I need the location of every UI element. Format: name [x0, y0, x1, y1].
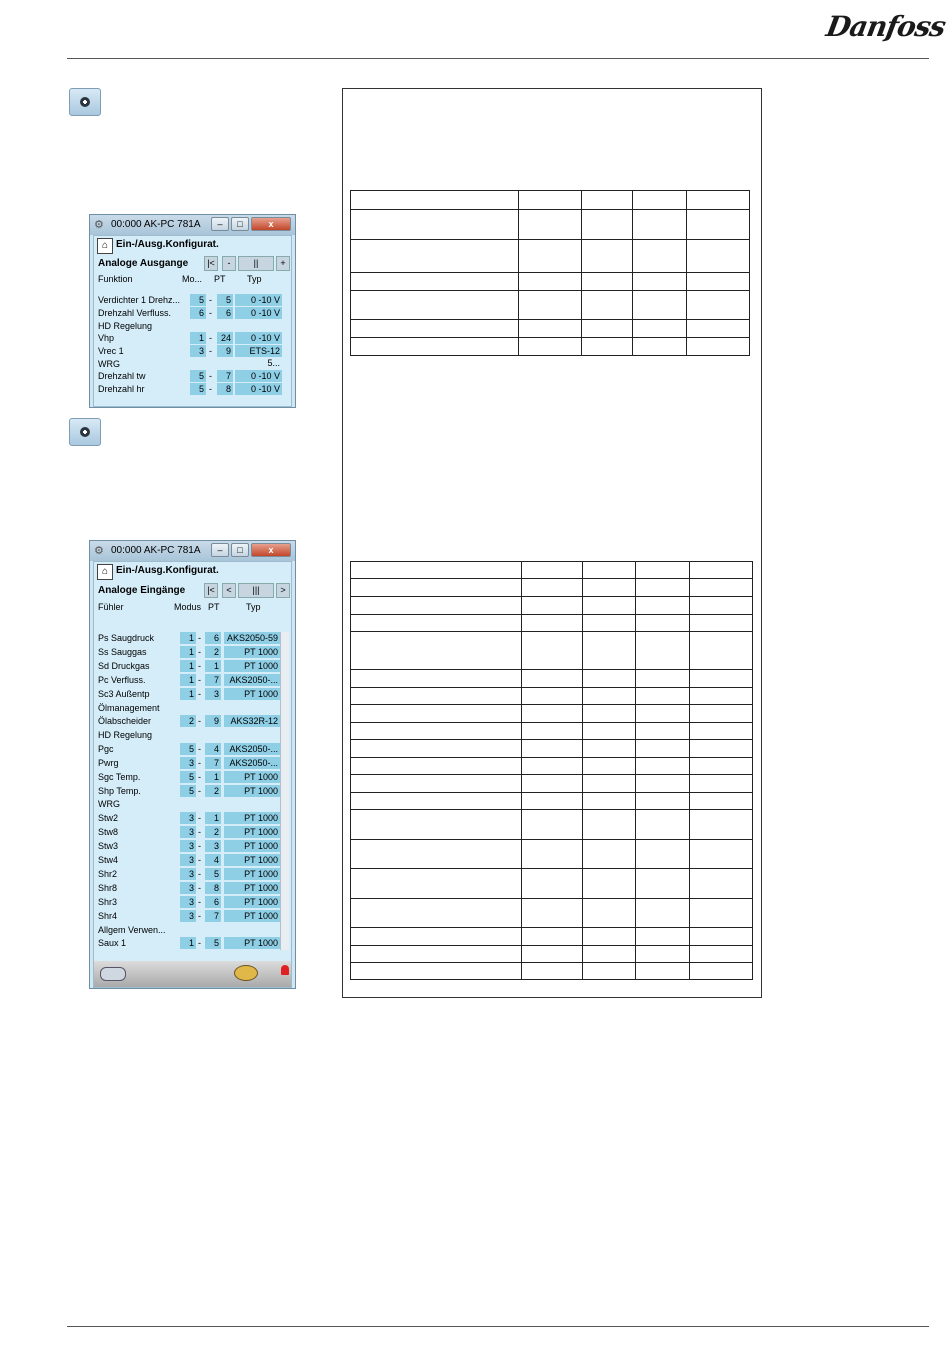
list-item[interactable]: Saux 1 1 - 5 PT 1000	[98, 938, 278, 948]
list-item[interactable]: Pgc 5 - 4 AKS2050-...	[98, 744, 278, 754]
list-group-header: Ölmanagement	[98, 703, 160, 713]
page-indicator: |||	[238, 583, 274, 598]
description-panel	[342, 88, 762, 998]
window-title: 00:000 AK-PC 781A	[111, 545, 201, 556]
outputs-table	[350, 190, 750, 356]
wrench-icon: ⚙	[94, 545, 104, 557]
window-title: 00:000 AK-PC 781A	[111, 219, 201, 230]
nav-button-middle[interactable]	[69, 418, 101, 446]
list-item[interactable]: Pc Verfluss. 1 - 7 AKS2050-...	[98, 675, 278, 685]
footer-rule	[67, 1326, 929, 1327]
close-button[interactable]: x	[251, 543, 291, 557]
list-item[interactable]: Stw8 3 - 2 PT 1000	[98, 827, 278, 837]
column-header-function: Fühler	[98, 602, 124, 612]
column-header-type: Typ	[247, 274, 262, 284]
first-page-button[interactable]: |<	[204, 583, 218, 598]
list-group-header: WRG	[98, 799, 120, 809]
home-icon[interactable]: ⌂	[97, 238, 113, 254]
list-item[interactable]: Drehzahl hr 5 - 8 0 -10 V	[98, 384, 280, 394]
nav-arrow-icon	[80, 97, 90, 107]
prev-page-button[interactable]: <	[222, 583, 236, 598]
window-titlebar[interactable]	[90, 215, 295, 235]
list-item[interactable]: Verdichter 1 Drehz... 5 - 5 0 -10 V	[98, 295, 280, 305]
home-icon[interactable]: ⌂	[97, 564, 113, 580]
list-item[interactable]: Shp Temp. 5 - 2 PT 1000	[98, 786, 278, 796]
window-content	[93, 561, 292, 988]
list-item[interactable]: Vhp 1 - 24 0 -10 V	[98, 333, 280, 343]
list-item[interactable]: Sc3 Außentp 1 - 3 PT 1000	[98, 689, 278, 699]
next-page-button[interactable]: +	[276, 256, 290, 271]
list-item[interactable]: Sd Druckgas 1 - 1 PT 1000	[98, 661, 278, 671]
list-group-header: WRG	[98, 359, 120, 369]
minimize-button[interactable]: –	[211, 217, 229, 231]
pager	[204, 583, 292, 598]
list-item[interactable]: Pwrg 3 - 7 AKS2050-...	[98, 758, 278, 768]
prev-page-button[interactable]: -	[222, 256, 236, 271]
section-title: Analoge Eingänge	[98, 585, 186, 596]
maximize-button[interactable]: □	[231, 217, 249, 231]
alarm-bell-icon[interactable]	[281, 965, 289, 975]
column-header-type: Typ	[246, 602, 261, 612]
danfoss-logo: Danfoss	[823, 10, 948, 43]
header-rule	[67, 58, 929, 59]
wrench-icon: ⚙	[94, 219, 104, 231]
status-bar	[94, 961, 291, 987]
list-item[interactable]: Ps Saugdruck 1 - 6 AKS2050-59	[98, 633, 278, 643]
vertical-scrollbar[interactable]	[280, 632, 289, 950]
list-group-header: HD Regelung	[98, 321, 153, 331]
gauge-icon[interactable]	[234, 965, 258, 981]
minimize-button[interactable]: –	[211, 543, 229, 557]
nav-button-top[interactable]	[69, 88, 101, 116]
window-header: Ein-/Ausg.Konfigurat.	[116, 239, 219, 250]
list-item[interactable]: Stw4 3 - 4 PT 1000	[98, 855, 278, 865]
list-item[interactable]: Shr4 3 - 7 PT 1000	[98, 911, 278, 921]
column-header-point: PT	[214, 274, 226, 284]
list-item[interactable]: Drehzahl tw 5 - 7 0 -10 V	[98, 371, 280, 381]
next-page-button[interactable]: >	[276, 583, 290, 598]
column-header-point: PT	[208, 602, 220, 612]
list-item[interactable]: Stw3 3 - 3 PT 1000	[98, 841, 278, 851]
inputs-table	[350, 561, 753, 980]
window-analog-outputs	[89, 214, 296, 408]
list-item[interactable]: Sgc Temp. 5 - 1 PT 1000	[98, 772, 278, 782]
page-indicator: ||	[238, 256, 274, 271]
pager	[204, 256, 292, 271]
key-icon[interactable]	[100, 967, 126, 981]
list-item[interactable]: Ölabscheider 2 - 9 AKS32R-12	[98, 716, 278, 726]
column-header-module: Modus	[174, 602, 202, 612]
column-header-module: Mo...	[182, 274, 203, 284]
window-titlebar[interactable]	[90, 541, 295, 561]
nav-arrow-icon	[80, 427, 90, 437]
close-button[interactable]: x	[251, 217, 291, 231]
window-content	[93, 235, 292, 407]
section-title: Analoge Ausgange	[98, 258, 189, 269]
list-group-header: Allgem Verwen...	[98, 925, 166, 935]
list-item[interactable]: Vrec 1 3 - 9 ETS-12 5...	[98, 346, 280, 368]
list-group-header: HD Regelung	[98, 730, 153, 740]
maximize-button[interactable]: □	[231, 543, 249, 557]
first-page-button[interactable]: |<	[204, 256, 218, 271]
list-item[interactable]: Shr8 3 - 8 PT 1000	[98, 883, 278, 893]
window-analog-inputs	[89, 540, 296, 989]
list-item[interactable]: Ss Sauggas 1 - 2 PT 1000	[98, 647, 278, 657]
list-item[interactable]: Shr3 3 - 6 PT 1000	[98, 897, 278, 907]
window-header: Ein-/Ausg.Konfigurat.	[116, 565, 219, 576]
column-header-function: Funktion	[98, 274, 133, 284]
list-item[interactable]: Stw2 3 - 1 PT 1000	[98, 813, 278, 823]
list-item[interactable]: Shr2 3 - 5 PT 1000	[98, 869, 278, 879]
list-item[interactable]: Drehzahl Verfluss. 6 - 6 0 -10 V	[98, 308, 280, 318]
